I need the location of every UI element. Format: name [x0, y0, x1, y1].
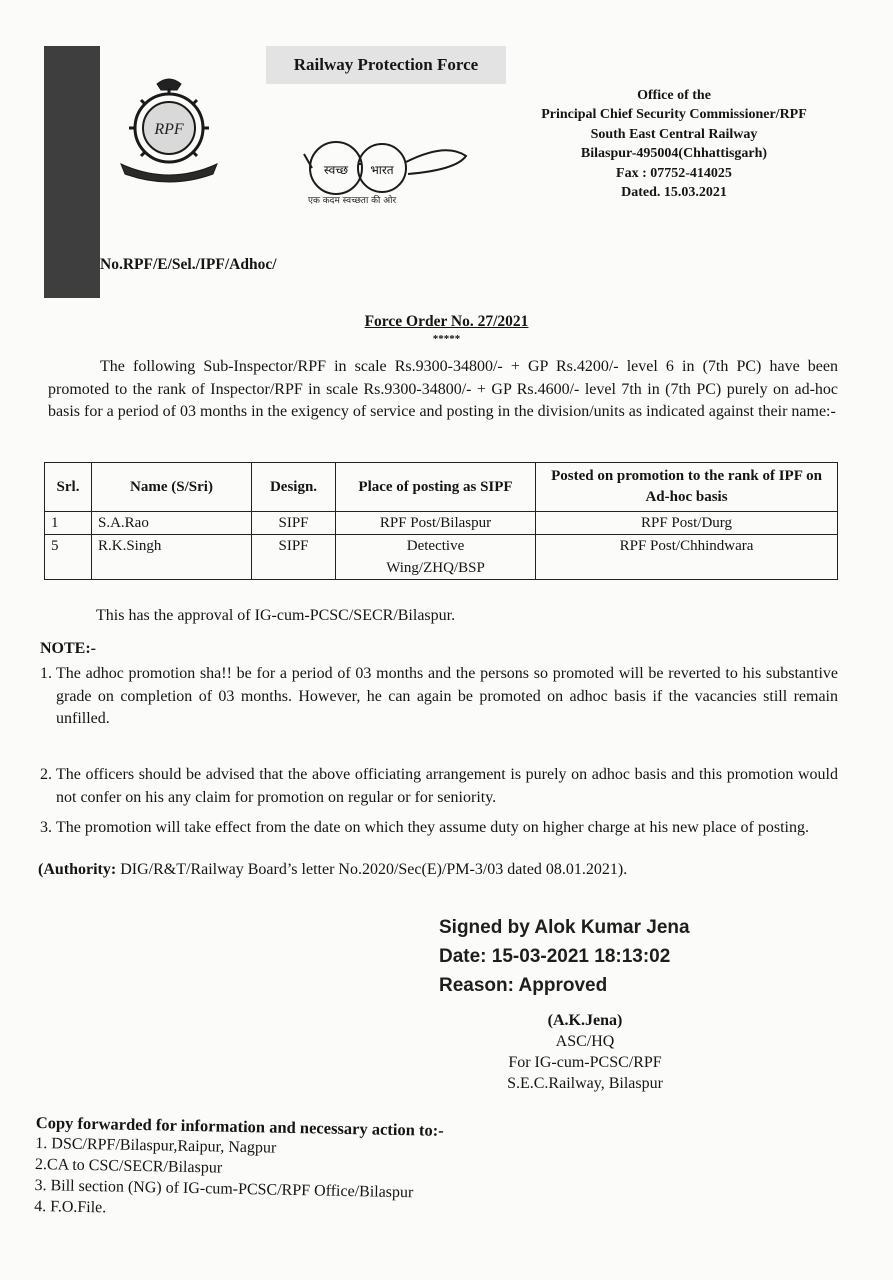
- cell-name: R.K.Singh: [92, 535, 252, 580]
- svg-text:स्वच्छ: स्वच्छ: [323, 163, 349, 177]
- note-text: The officers should be advised that the above officiating arrangement is purely on adhoc basis and this promotion would not confer on his any claim for promotion on regular or for seniority.: [56, 766, 838, 806]
- approval-line: This has the approval of IG-cum-PCSC/SECR/Bilaspur.: [96, 607, 456, 624]
- reference-number: No.RPF/E/Sel./IPF/Adhoc/: [100, 256, 277, 273]
- copy-item: 3. Bill section (NG) of IG-cum-PCSC/RPF Office/Bilaspur: [34, 1176, 414, 1202]
- col-header-name: Name (S/Sri): [92, 463, 252, 512]
- note-number: 1.: [40, 665, 52, 682]
- note-text: The promotion will take effect from the date on which they assume duty on higher charge at his new place of posting.: [56, 819, 809, 836]
- cell-srl: 5: [45, 535, 92, 580]
- office-line: South East Central Railway: [590, 126, 758, 142]
- table-row: [45, 512, 838, 535]
- signatory-for: For IG-cum-PCSC/RPF: [508, 1054, 662, 1071]
- signature-reason: Reason: Approved: [439, 975, 608, 996]
- cell-place: Detective Wing/ZHQ/BSP: [336, 535, 536, 580]
- copy-item: 1. DSC/RPF/Bilaspur,Raipur, Nagpur: [35, 1134, 277, 1157]
- copy-heading: Copy forwarded for information and necessary action to:-: [35, 1112, 444, 1140]
- col-header-srl: Srl.: [45, 463, 92, 512]
- office-date: Dated. 15.03.2021: [621, 185, 727, 201]
- authority-text: DIG/R&T/Railway Board’s letter No.2020/Sec(E)/PM-3/03 dated 08.01.2021).: [116, 861, 628, 878]
- office-fax: Fax : 07752-414025: [616, 165, 732, 181]
- cell-name: S.A.Rao: [92, 512, 252, 535]
- signatory-place: S.E.C.Railway, Bilaspur: [507, 1075, 663, 1092]
- order-paragraph: The following Sub-Inspector/RPF in scale Rs.9300-34800/- + GP Rs.4200/- level 6 in (7th PC) have been promoted to the rank of Inspector/RPF in scale Rs.9300-34800/- + GP Rs.4600/- level 7th in (7th PC) purely on ad-hoc basis for a period of 03 months in the exigency of service and posting in the division/units as indicated against their name:-: [48, 358, 838, 420]
- office-line: Bilaspur-495004(Chhattisgarh): [580, 146, 768, 162]
- table-row: [45, 535, 838, 580]
- svg-text:RPF: RPF: [154, 121, 184, 138]
- note-item: [40, 663, 838, 731]
- cell-design: SIPF: [252, 512, 336, 535]
- cell-srl: 1: [45, 512, 92, 535]
- note-item: [40, 817, 838, 840]
- cell-posted: RPF Post/Chhindwara: [536, 535, 838, 580]
- note-heading: NOTE:-: [40, 640, 96, 657]
- copy-item: 2.CA to CSC/SECR/Bilaspur: [34, 1155, 223, 1177]
- scan-edge-bar: [44, 46, 100, 298]
- title-stars: *****: [432, 333, 461, 345]
- note-item: [40, 764, 838, 809]
- swachh-bharat-logo-icon: [300, 134, 472, 208]
- authority-line: [38, 861, 627, 879]
- office-line: Principal Chief Security Commissioner/RPF: [541, 107, 807, 123]
- cell-place: RPF Post/Bilaspur: [336, 512, 536, 535]
- signatory-designation: ASC/HQ: [555, 1033, 615, 1050]
- col-header-posted: Posted on promotion to the rank of IPF on Ad-hoc basis: [536, 463, 838, 512]
- office-address-block: [512, 86, 836, 202]
- svg-text:भारत: भारत: [370, 163, 394, 177]
- copy-item: 4. F.O.File.: [34, 1197, 107, 1217]
- signed-by: Signed by Alok Kumar Jena: [439, 917, 690, 938]
- rpf-emblem-icon: [112, 72, 226, 184]
- note-number: 3.: [40, 819, 52, 836]
- force-order-title: Force Order No. 27/2021: [364, 313, 529, 330]
- col-header-place: Place of posting as SIPF: [336, 463, 536, 512]
- cell-design: SIPF: [252, 535, 336, 580]
- office-line: Office of the: [637, 88, 711, 103]
- note-number: 2.: [40, 766, 52, 783]
- promotion-table: [44, 462, 838, 580]
- copy-forwarded-block: [34, 1112, 444, 1225]
- note-text: The adhoc promotion sha!! be for a period of 03 months and the persons so promoted will be reverted to his substantive grade on completion of 03 months. However, he can again be promoted on adhoc basis if the vacancies still remain unfilled.: [56, 665, 838, 727]
- signatory-name: (A.K.Jena): [547, 1012, 623, 1029]
- signature-date: Date: 15-03-2021 18:13:02: [439, 946, 671, 967]
- col-header-design: Design.: [252, 463, 336, 512]
- authority-label: (Authority:: [38, 861, 117, 878]
- digital-signature-block: [439, 913, 690, 1000]
- signatory-block: [470, 1010, 700, 1094]
- svg-text:एक कदम स्वच्छता की ओर: एक कदम स्वच्छता की ओर: [308, 196, 397, 206]
- cell-posted: RPF Post/Durg: [536, 512, 838, 535]
- org-name-box: Railway Protection Force: [266, 46, 506, 84]
- table-header-row: [45, 463, 838, 512]
